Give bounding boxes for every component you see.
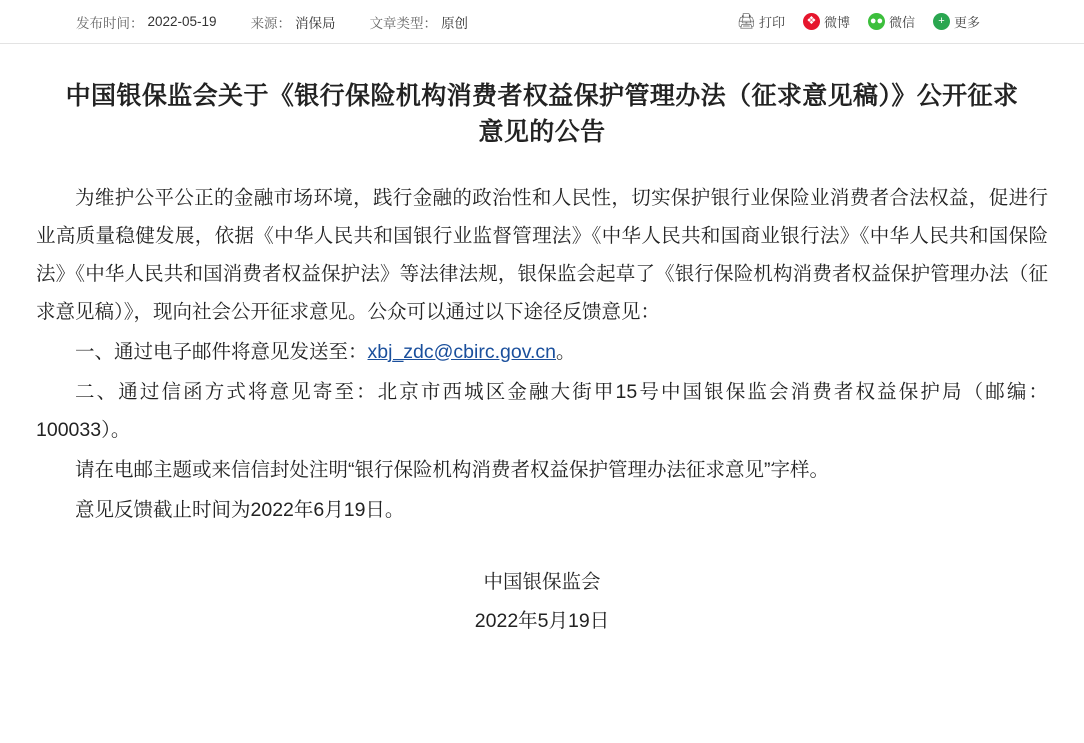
share-more-button[interactable] <box>933 12 980 31</box>
article-paragraph-intro: 为维护公平公正的金融市场环境，践行金融的政治性和人民性，切实保护银行业保险业消费者合法权益，促进行业高质量稳健发展，依据《中华人民共和国银行业监督管理法》《中华人民共和国商业银行法》《中华人民共和国保险法》《中华人民共和国消费者权益保护法》等法律法规，银保监会起草了《银行保险机构消费者权益保护管理办法（征求意见稿）》，现向社会公开征求意见。公众可以通过以下途径反馈意见： <box>36 186 1048 323</box>
article-item-one-suffix: 。 <box>556 340 576 363</box>
printer-icon: 🖨 <box>736 13 756 30</box>
signature-date: 2022年5月19日 <box>474 609 610 632</box>
meta-source-label: 来源： <box>250 15 292 31</box>
print-button-label: 打印 <box>758 15 785 30</box>
meta-publish-time <box>76 12 217 32</box>
article-meta-bar <box>0 0 1084 44</box>
article-body <box>36 179 1048 529</box>
article-note-one: 请在电邮主题或来信信封处注明“银行保险机构消费者权益保护管理办法征求意见”字样。 <box>75 458 829 481</box>
article-container <box>0 44 1084 641</box>
article-item-two: 二、通过信函方式将意见寄至：北京市西城区金融大街甲15号中国银保监会消费者权益保护局（邮编：100033）。 <box>36 380 1048 441</box>
print-button[interactable] <box>738 12 785 31</box>
article-item-one <box>36 333 1048 371</box>
article-note-two: 意见反馈截止时间为2022年6月19日。 <box>75 498 405 521</box>
share-toolbar <box>738 12 1066 31</box>
meta-source-value: 消保局 <box>295 15 336 31</box>
weixin-icon: ●● <box>868 13 885 30</box>
article-signature <box>36 563 1048 641</box>
meta-article-type <box>370 12 469 32</box>
weibo-icon: ❖ <box>803 13 820 30</box>
share-weixin-button[interactable] <box>868 12 915 31</box>
feedback-email-link[interactable]: xbj_zdc@cbirc.gov.cn <box>367 340 557 363</box>
article-item-one-prefix: 一、通过电子邮件将意见发送至： <box>75 340 368 363</box>
meta-publish-time-label: 发布时间： <box>76 15 144 31</box>
share-more-label: 更多 <box>953 15 980 30</box>
signature-organization: 中国银保监会 <box>483 570 601 593</box>
share-weibo-button[interactable] <box>803 12 850 31</box>
share-weixin-label: 微信 <box>888 15 915 30</box>
meta-article-type-label: 文章类型： <box>369 15 438 31</box>
share-weibo-label: 微博 <box>823 15 850 30</box>
meta-source <box>251 12 336 32</box>
plus-icon: + <box>933 13 950 30</box>
meta-publish-time-value: 2022-05-19 <box>147 14 217 29</box>
page-title: 中国银保监会关于《银行保险机构消费者权益保护管理办法（征求意见稿）》公开征求意见的公告 <box>65 82 1019 147</box>
meta-article-type-value: 原创 <box>441 15 469 31</box>
